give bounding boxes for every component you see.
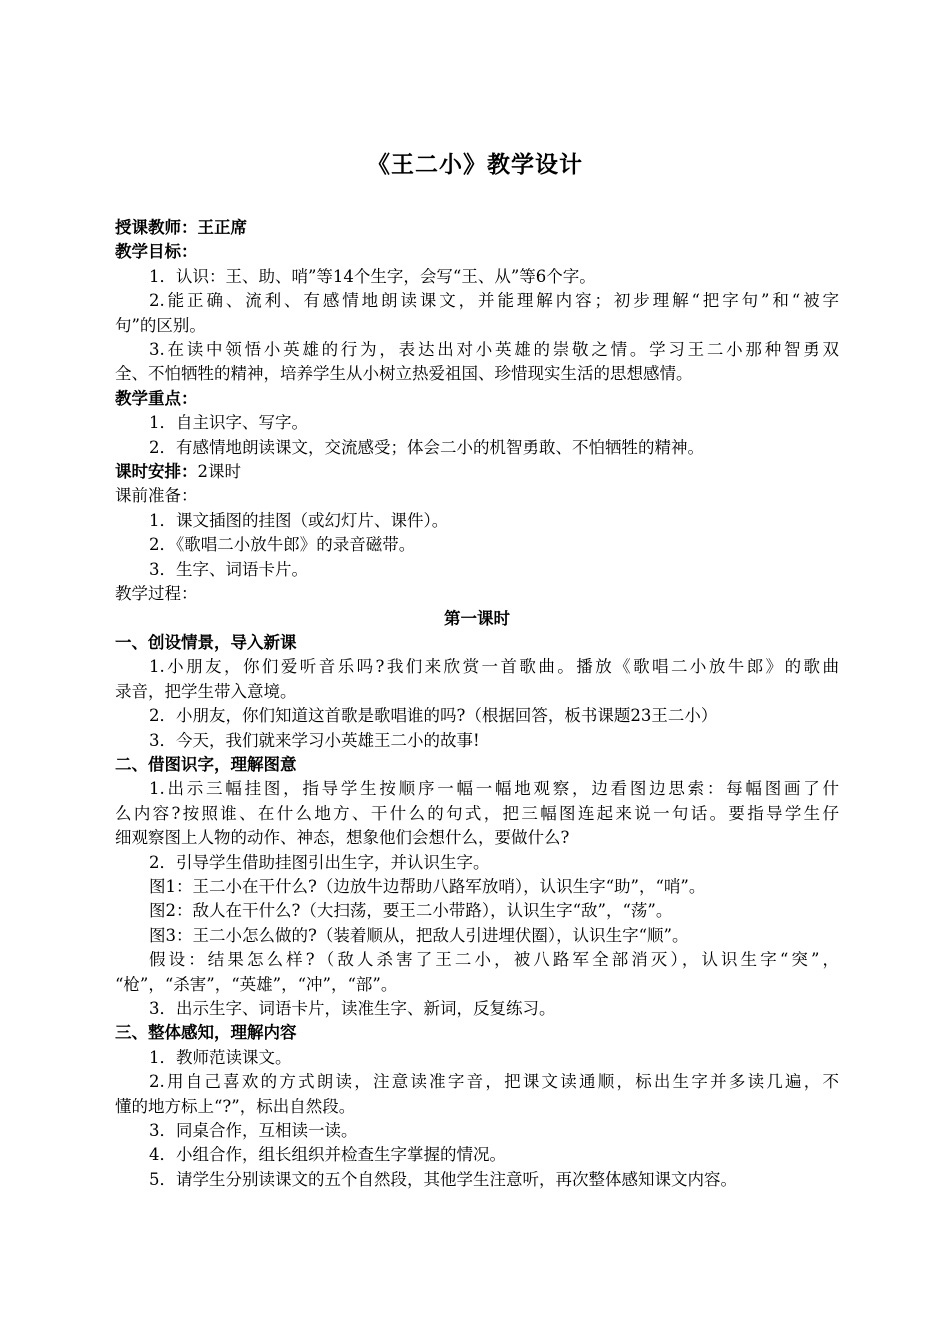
teacher-line (115, 216, 839, 240)
process-label: 教学过程： (115, 584, 198, 604)
section-line: 细观察图上人物的动作、神态，想象他们会想什么，要做什么? (115, 828, 570, 848)
schedule-value: 2课时 (197, 462, 241, 482)
section-line: 4．小组合作，组长组织并检查生字掌握的情况。 (149, 1145, 506, 1165)
section-line: 假设：结果怎么样?（敌人杀害了王二小，被八路军全部消灭），认识生字“突”， (149, 950, 839, 970)
section-line: 么内容?按照谁、在什么地方、干什么的句式，把三幅图连起来说一句话。要指导学生仔 (115, 803, 839, 823)
section-line: 图1：王二小在干什么?（边放牛边帮助八路军放哨），认识生字“助”，“哨”。 (149, 876, 706, 896)
document-body (115, 216, 839, 1192)
key-point-line: 1．自主识字、写字。 (149, 413, 308, 433)
section-line: 录音，把学生带入意境。 (115, 681, 297, 701)
goal-line: 句”的区别。 (115, 315, 206, 335)
goals-label: 教学目标： (115, 242, 198, 262)
goal-line: 全、不怕牺牲的精神，培养学生从小树立热爱祖国、珍惜现实生活的思想感情。 (115, 364, 693, 384)
section-line: 3．同桌合作，互相读一读。 (149, 1121, 358, 1141)
section-line: 3．今天，我们就来学习小英雄王二小的故事! (149, 730, 480, 750)
section-line: 2．小朋友，你们知道这首歌是歌唱谁的吗?（根据回答，板书课题23王二小） (149, 706, 718, 726)
goal-line: 2.能正确、流利、有感情地朗读课文，并能理解内容；初步理解“把字句”和“被字 (149, 291, 839, 311)
section-line: 1.小朋友，你们爱听音乐吗?我们来欣赏一首歌曲。播放《歌唱二小放牛郎》的歌曲 (149, 657, 839, 677)
key-points-label: 教学重点： (115, 388, 198, 408)
section-heading: 一、创设情景，导入新课 (115, 632, 297, 652)
schedule-line (115, 460, 839, 484)
section-line: 1.出示三幅挂图，指导学生按顺序一幅一幅地观察，边看图边思索：每幅图画了什 (149, 779, 839, 799)
section-heading: 三、整体感知，理解内容 (115, 1023, 297, 1043)
section-line: 3．出示生字、词语卡片，读准生字、新词，反复练习。 (149, 999, 556, 1018)
lesson-title: 第一课时 (444, 608, 510, 628)
section-line: “枪”，“杀害”，“英雄”，“冲”，“部”。 (115, 974, 398, 994)
schedule-label: 课时安排： (115, 462, 198, 482)
section-line: 2.用自己喜欢的方式朗读，注意读准字音，把课文读通顺，标出生字并多读几遍，不 (149, 1072, 839, 1092)
section-line: 1．教师范读课文。 (149, 1047, 292, 1067)
section-line: 2．引导学生借助挂图引出生字，并认识生字。 (149, 852, 490, 872)
prep-line: 3．生字、词语卡片。 (149, 559, 308, 579)
prep-line: 1．课文插图的挂图（或幻灯片、课件）。 (149, 510, 449, 530)
goal-line: 3.在读中领悟小英雄的行为，表达出对小英雄的崇敬之情。学习王二小那种智勇双 (149, 340, 839, 360)
section-line: 懂的地方标上“?”，标出自然段。 (115, 1096, 356, 1116)
section-line: 图2：敌人在干什么?（大扫荡，要王二小带路），认识生字“敌”，“荡”。 (149, 901, 673, 921)
teacher-label: 授课教师： (115, 218, 198, 237)
section-line: 图3：王二小怎么做的?（装着顺从，把敌人引进埋伏圈），认识生字“顺”。 (149, 925, 689, 945)
teacher-name: 王正席 (197, 218, 247, 237)
section-heading: 二、借图识字，理解图意 (115, 754, 297, 774)
prep-line: 2．《歌唱二小放牛郎》的录音磁带。 (149, 535, 416, 555)
prep-label: 课前准备： (115, 486, 198, 506)
page-title: 《王二小》教学设计 (367, 151, 583, 178)
goal-line: 1．认识：王、助、哨”等14个生字，会写“王、从”等6个字。 (149, 266, 596, 286)
section-line: 5．请学生分别读课文的五个自然段，其他学生注意听，再次整体感知课文内容。 (149, 1169, 737, 1189)
key-point-line: 2．有感情地朗读课文，交流感受；体会二小的机智勇敢、不怕牺牲的精神。 (149, 437, 704, 457)
